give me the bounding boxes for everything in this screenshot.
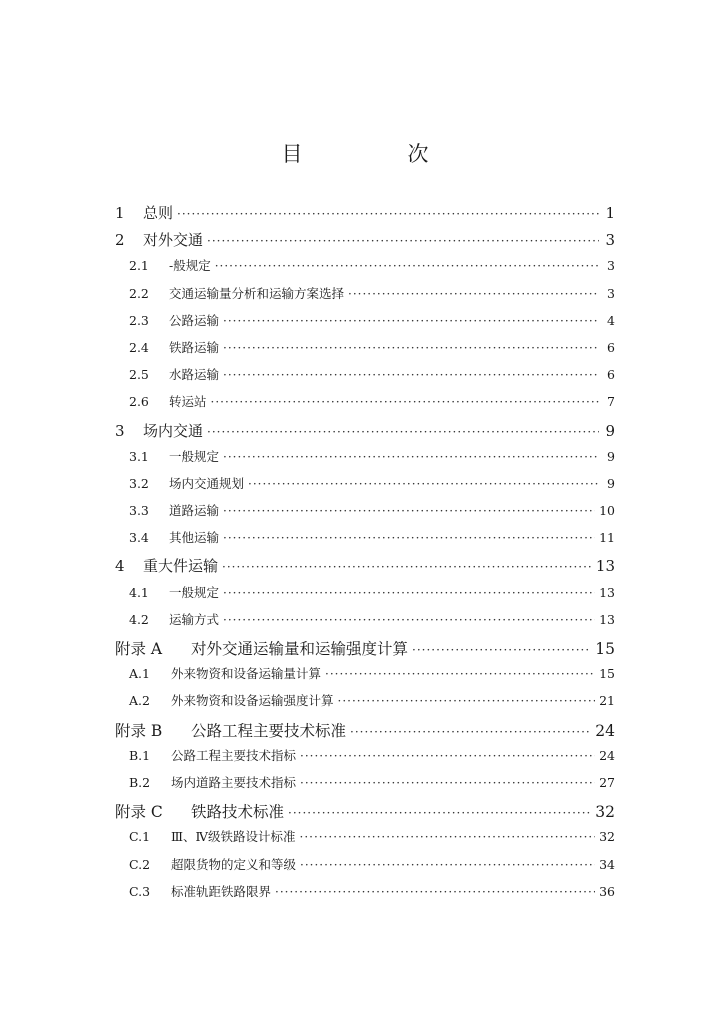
toc-entry-number: 3.2 bbox=[129, 475, 149, 491]
dot-leader bbox=[300, 749, 595, 763]
toc-entry bbox=[115, 229, 615, 256]
toc-entry bbox=[115, 256, 615, 283]
toc-entry-page: 9 bbox=[607, 448, 615, 464]
toc-entry-label: 一般规定 bbox=[169, 448, 220, 464]
toc-entry bbox=[115, 420, 615, 447]
toc-entry-number: 4 bbox=[115, 557, 125, 576]
dot-leader bbox=[248, 477, 599, 491]
toc-entry bbox=[115, 800, 615, 827]
toc-entry-number: 2.5 bbox=[129, 367, 149, 383]
toc-entry-number: 2.2 bbox=[129, 285, 149, 301]
toc-entry bbox=[115, 855, 615, 882]
toc-entry-page: 13 bbox=[599, 584, 615, 600]
dot-leader bbox=[300, 830, 596, 844]
toc-entry-page: 34 bbox=[599, 856, 615, 872]
toc-entry-page: 10 bbox=[599, 503, 615, 519]
toc-entry-page: 24 bbox=[595, 721, 615, 740]
toc-entry bbox=[115, 664, 615, 691]
toc-entry-number: 3.1 bbox=[129, 448, 149, 464]
toc-entry-page: 27 bbox=[599, 774, 615, 790]
toc-entry-number: 附录 B bbox=[115, 721, 163, 740]
toc-entry-number: A.2 bbox=[129, 693, 150, 709]
toc-entry bbox=[115, 773, 615, 800]
toc-entry-label: 转运站 bbox=[169, 394, 207, 410]
toc-entry-number: 4.2 bbox=[129, 611, 149, 627]
dot-leader bbox=[350, 725, 591, 739]
toc-entry-label: 超限货物的定义和等级 bbox=[171, 856, 297, 872]
toc-entry bbox=[115, 284, 615, 311]
toc-entry-number: 2.1 bbox=[129, 258, 149, 274]
toc-entry-page: 6 bbox=[607, 339, 615, 355]
toc-entry-number: 3.3 bbox=[129, 503, 149, 519]
toc-entry-label: 公路运输 bbox=[169, 312, 220, 328]
toc-entry bbox=[115, 827, 615, 854]
toc-entry-number: 3 bbox=[115, 421, 125, 440]
toc-entry-label: 道路运输 bbox=[169, 503, 220, 519]
toc-entry bbox=[115, 365, 615, 392]
toc-entry-page: 3 bbox=[607, 285, 615, 301]
toc-entry bbox=[115, 202, 615, 229]
dot-leader bbox=[338, 694, 596, 708]
toc-entry bbox=[115, 691, 615, 718]
toc-entry-number: B.2 bbox=[129, 774, 151, 790]
toc-entry-page: 36 bbox=[599, 883, 615, 899]
toc-entry-number: 2.3 bbox=[129, 312, 149, 328]
dot-leader bbox=[348, 287, 599, 301]
toc-entry-label: 其他运输 bbox=[169, 530, 220, 546]
toc-entry-number: 3.4 bbox=[129, 530, 149, 546]
toc-entry-page: 15 bbox=[595, 640, 615, 658]
toc-entry-page: 6 bbox=[607, 367, 615, 383]
toc-entry-number: 2.6 bbox=[129, 394, 149, 410]
toc-entry bbox=[115, 474, 615, 501]
toc-entry-label: 运输方式 bbox=[169, 611, 220, 627]
toc-entry-label: Ⅲ、Ⅳ级铁路设计标准 bbox=[171, 829, 296, 845]
toc-entry-label: 外来物资和设备运输量计算 bbox=[171, 666, 322, 682]
toc-entry-page: 7 bbox=[607, 394, 615, 410]
toc-entry-number: A.1 bbox=[129, 666, 150, 682]
toc-entry-label: 对外交通运输量和运输强度计算 bbox=[191, 640, 409, 658]
toc-entry-page: 13 bbox=[599, 611, 615, 627]
toc-entry-label: 铁路运输 bbox=[169, 339, 220, 355]
toc-entry bbox=[115, 528, 615, 555]
toc-entry-label: 公路工程主要技术指标 bbox=[171, 747, 297, 763]
toc-entry-page: 9 bbox=[605, 421, 615, 440]
toc-entry-number: 4.1 bbox=[129, 584, 149, 600]
toc-entry-number: 2.4 bbox=[129, 339, 149, 355]
dot-leader bbox=[300, 858, 595, 872]
dot-leader bbox=[223, 531, 595, 545]
toc-entry-label: 水路运输 bbox=[169, 367, 220, 383]
toc-entry-label: 场内道路主要技术指标 bbox=[171, 774, 297, 790]
toc-entry-label: 总则 bbox=[143, 204, 174, 222]
toc-entry bbox=[115, 555, 615, 582]
dot-leader bbox=[211, 395, 599, 409]
toc-entry-page: 15 bbox=[599, 666, 615, 682]
toc-entry-label: 交通运输量分析和运输方案选择 bbox=[169, 285, 345, 301]
toc-entry-page: 32 bbox=[599, 829, 615, 845]
toc-entry bbox=[115, 610, 615, 637]
toc-entry-number: 1 bbox=[115, 204, 125, 222]
dot-leader bbox=[223, 613, 595, 627]
toc-entry-page: 4 bbox=[607, 312, 615, 328]
dot-leader bbox=[222, 560, 592, 574]
toc-entry-label: 铁路技术标准 bbox=[191, 803, 285, 822]
toc-entry bbox=[115, 637, 615, 664]
toc-entry-label: 标准轨距铁路限界 bbox=[171, 883, 272, 899]
toc-entry-page: 1 bbox=[605, 204, 615, 222]
toc-entry-label: 重大件运输 bbox=[143, 557, 219, 576]
dot-leader bbox=[223, 314, 599, 328]
toc-entry bbox=[115, 501, 615, 528]
toc-entry bbox=[115, 583, 615, 610]
toc-entry-label: 公路工程主要技术标准 bbox=[191, 721, 347, 740]
toc-entry-page: 3 bbox=[607, 258, 615, 274]
toc-entry bbox=[115, 882, 615, 909]
dot-leader bbox=[325, 667, 595, 681]
toc-entry-label: 对外交通 bbox=[143, 231, 204, 250]
toc-entry-page: 3 bbox=[605, 231, 615, 250]
dot-leader bbox=[223, 504, 595, 518]
dot-leader bbox=[223, 450, 599, 464]
dot-leader bbox=[177, 207, 599, 221]
toc-entry-page: 11 bbox=[599, 530, 615, 546]
toc-entry-page: 32 bbox=[595, 803, 615, 822]
toc-entry bbox=[115, 719, 615, 746]
toc-entry-page: 9 bbox=[607, 475, 615, 491]
dot-leader bbox=[207, 234, 599, 248]
dot-leader bbox=[288, 806, 591, 820]
dot-leader bbox=[223, 341, 599, 355]
toc-entry-page: 24 bbox=[599, 747, 615, 763]
dot-leader bbox=[412, 643, 591, 657]
dot-leader bbox=[300, 776, 595, 790]
toc-entry-number: C.2 bbox=[129, 856, 151, 872]
toc-entry-label: -般规定 bbox=[169, 258, 211, 274]
table-of-contents bbox=[115, 202, 615, 909]
toc-entry-number: 2 bbox=[115, 231, 125, 250]
toc-entry-number: 附录 A bbox=[115, 640, 163, 658]
dot-leader bbox=[223, 586, 595, 600]
toc-entry-label: 外来物资和设备运输强度计算 bbox=[171, 693, 334, 709]
page-title: 目 次 bbox=[281, 142, 471, 166]
toc-entry-number: 附录 C bbox=[115, 803, 163, 822]
toc-entry-number: B.1 bbox=[129, 747, 151, 763]
toc-entry bbox=[115, 746, 615, 773]
toc-entry-label: 场内交通 bbox=[143, 421, 204, 440]
toc-entry bbox=[115, 392, 615, 419]
toc-entry-label: 一般规定 bbox=[169, 584, 220, 600]
toc-entry bbox=[115, 447, 615, 474]
dot-leader bbox=[215, 259, 599, 273]
dot-leader bbox=[207, 425, 599, 439]
dot-leader bbox=[275, 885, 595, 899]
toc-entry bbox=[115, 338, 615, 365]
dot-leader bbox=[223, 368, 599, 382]
toc-entry bbox=[115, 311, 615, 338]
toc-entry-page: 21 bbox=[599, 693, 615, 709]
toc-entry-number: C.1 bbox=[129, 829, 151, 845]
toc-entry-label: 场内交通规划 bbox=[169, 475, 245, 491]
toc-entry-number: C.3 bbox=[129, 883, 151, 899]
toc-entry-page: 13 bbox=[595, 557, 615, 576]
